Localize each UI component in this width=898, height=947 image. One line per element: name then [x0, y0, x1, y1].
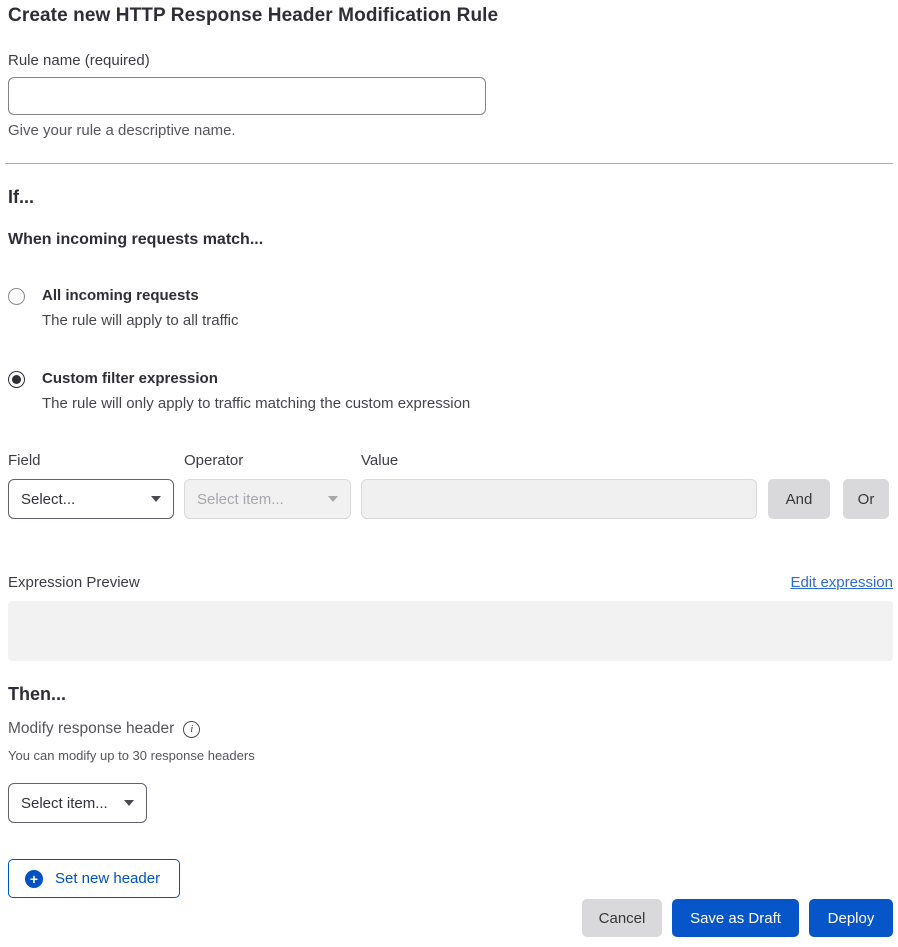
radio-texts — [42, 370, 470, 412]
set-new-header-label: Set new header — [55, 870, 161, 887]
save-as-draft-button[interactable]: Save as Draft — [672, 899, 799, 937]
info-icon[interactable]: i — [183, 721, 200, 738]
field-label: Field — [8, 452, 41, 469]
chevron-down-icon — [328, 496, 338, 502]
set-new-header-button[interactable] — [8, 859, 180, 898]
modify-response-header-label: Modify response header — [8, 720, 175, 737]
operator-label: Operator — [184, 452, 244, 469]
deploy-button[interactable]: Deploy — [809, 899, 893, 937]
radio-description: The rule will only apply to traffic matching the custom expression — [42, 395, 471, 412]
modify-header-helper: You can modify up to 30 response headers — [8, 748, 255, 763]
if-heading: If... — [8, 187, 34, 207]
expression-preview-header — [8, 574, 893, 591]
header-action-select-value: Select item... — [21, 794, 108, 812]
chevron-down-icon — [151, 496, 161, 502]
value-input[interactable] — [361, 479, 757, 519]
radio-label: All incoming requests — [42, 287, 199, 304]
and-button[interactable]: And — [768, 479, 830, 519]
radio-texts — [42, 287, 238, 329]
field-select-value: Select... — [21, 490, 76, 508]
operator-select-value: Select item... — [197, 490, 284, 508]
header-action-select[interactable] — [8, 783, 147, 823]
footer-actions — [582, 899, 893, 937]
radio-button-unselected[interactable] — [8, 288, 25, 305]
rule-name-label: Rule name (required) — [8, 52, 150, 69]
radio-description: The rule will apply to all traffic — [42, 312, 239, 329]
page-title: Create new HTTP Response Header Modification Rule — [8, 5, 499, 26]
radio-label: Custom filter expression — [42, 370, 218, 387]
section-divider — [5, 163, 893, 164]
value-label: Value — [361, 452, 399, 469]
edit-expression-link[interactable]: Edit expression — [790, 574, 893, 591]
expression-builder-row — [8, 452, 893, 520]
or-button[interactable]: Or — [843, 479, 889, 519]
plus-circle-icon: + — [25, 870, 43, 888]
rule-name-helper: Give your rule a descriptive name. — [8, 122, 236, 139]
match-subheading: When incoming requests match... — [8, 231, 264, 248]
rule-name-input[interactable] — [8, 77, 486, 115]
radio-option-all-requests[interactable] — [8, 287, 238, 329]
cancel-button[interactable]: Cancel — [582, 899, 662, 937]
field-select[interactable] — [8, 479, 174, 519]
radio-option-custom-expression[interactable] — [8, 370, 470, 412]
operator-select[interactable] — [184, 479, 351, 519]
header-action-select-wrap — [8, 783, 147, 823]
expression-preview-label: Expression Preview — [8, 574, 140, 591]
expression-preview-box[interactable] — [8, 601, 893, 661]
rule-name-group — [8, 52, 486, 139]
then-heading: Then... — [8, 684, 66, 704]
radio-button-selected[interactable] — [8, 371, 25, 388]
chevron-down-icon — [124, 800, 134, 806]
modify-header-row — [8, 720, 200, 738]
